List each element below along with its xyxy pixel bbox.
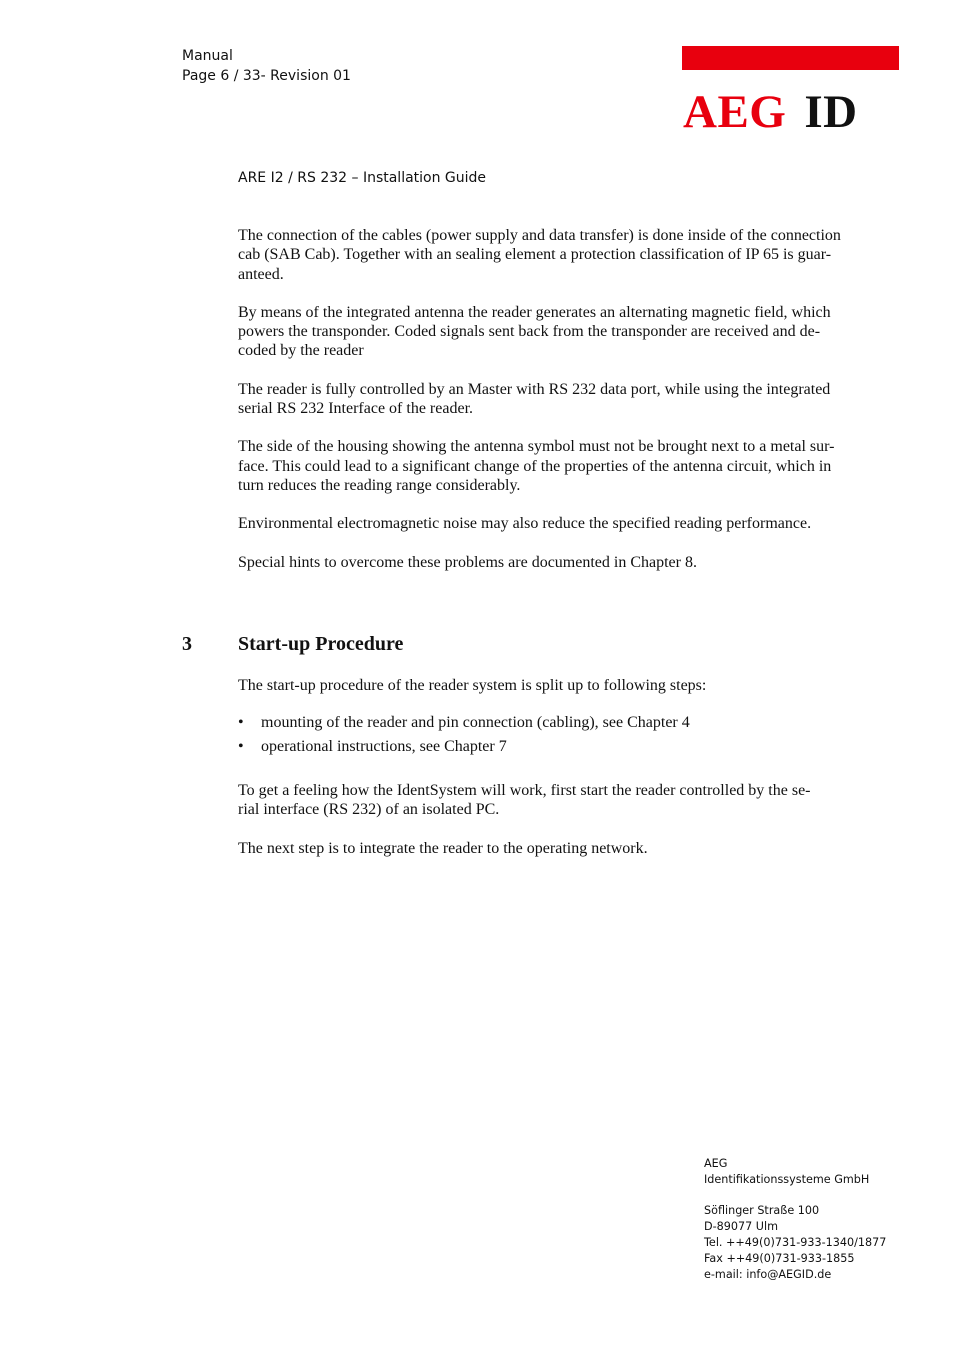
paragraph-line: turn reduces the reading range considerably. (238, 476, 521, 494)
bullet-icon: • (238, 714, 244, 731)
page-info: Page 6 / 33- Revision 01 (182, 68, 351, 84)
list-item (238, 713, 690, 737)
doc-type: Manual (182, 48, 233, 64)
list-item-text: operational instructions, see Chapter 7 (261, 738, 507, 755)
logo-aeg-text: AEG (683, 86, 787, 138)
body-section-2 (238, 781, 811, 877)
paragraph-line: The connection of the cables (power supply and data transfer) is done inside of the connection (238, 227, 841, 244)
phone-number: Tel. ++49(0)731-933-1340/1877 (704, 1236, 887, 1249)
aeg-id-logo (683, 84, 858, 140)
paragraph (238, 781, 811, 820)
paragraph-line: cab (SAB Cab). Together with an sealing element a protection classification of IP 65 is guar- (238, 246, 832, 264)
paragraph-line: serial RS 232 Interface of the reader. (238, 400, 474, 418)
paragraph-line: coded by the reader (238, 342, 364, 360)
paragraph (238, 380, 908, 419)
fax-number: Fax ++49(0)731-933-1855 (704, 1252, 855, 1265)
company-address (704, 1156, 886, 1283)
paragraph (238, 514, 908, 533)
paragraph (238, 303, 908, 361)
paragraph (238, 437, 908, 495)
paragraph-line: anteed. (238, 265, 284, 283)
paragraph-line: face. This could lead to a significant change of the properties of the antenna circuit, which in (238, 457, 832, 475)
list-item (238, 737, 690, 761)
bullet-icon: • (238, 738, 244, 755)
paragraph-line: The side of the housing showing the antenna symbol must not be brought next to a metal sur- (238, 438, 835, 456)
paragraph-line: powers the transponder. Coded signals sent back from the transponder are received and de- (238, 323, 821, 341)
logo-red-bar (682, 46, 899, 70)
document-header (182, 46, 351, 86)
email-address: e-mail: info@AEGID.de (704, 1268, 832, 1281)
section-heading (182, 631, 403, 657)
paragraph (238, 553, 908, 572)
paragraph (238, 226, 908, 284)
city-address: D-89077 Ulm (704, 1220, 778, 1233)
paragraph-line: To get a feeling how the IdentSystem will work, first start the reader controlled by the se- (238, 782, 811, 799)
paragraph-line: Environmental electromagnetic noise may also reduce the specified reading performance. (238, 515, 812, 533)
document-subtitle: ARE I2 / RS 232 – Installation Guide (238, 170, 487, 186)
steps-list (238, 713, 690, 761)
section-title: Start-up Procedure (238, 633, 404, 655)
company-name: AEG (704, 1157, 728, 1170)
paragraph-line: The next step is to integrate the reader to the operating network. (238, 839, 648, 857)
section-intro: The start-up procedure of the reader system is split up to following steps: (238, 677, 707, 694)
paragraph-line: By means of the integrated antenna the reader generates an alternating magnetic field, which (238, 303, 831, 321)
paragraph-line: Special hints to overcome these problems are documented in Chapter 8. (238, 553, 697, 571)
paragraph (238, 839, 811, 858)
paragraph-line: The reader is fully controlled by an Master with RS 232 data port, while using the integrated (238, 380, 831, 398)
list-item-text: mounting of the reader and pin connection (cabling), see Chapter 4 (261, 714, 690, 731)
section-number: 3 (182, 633, 192, 655)
logo-id-text: ID (804, 86, 858, 138)
body-section-1 (238, 226, 908, 591)
company-name-full: Identifikationssysteme GmbH (704, 1173, 870, 1186)
paragraph-line: rial interface (RS 232) of an isolated PC. (238, 801, 500, 819)
street-address: Söflinger Straße 100 (704, 1204, 820, 1217)
